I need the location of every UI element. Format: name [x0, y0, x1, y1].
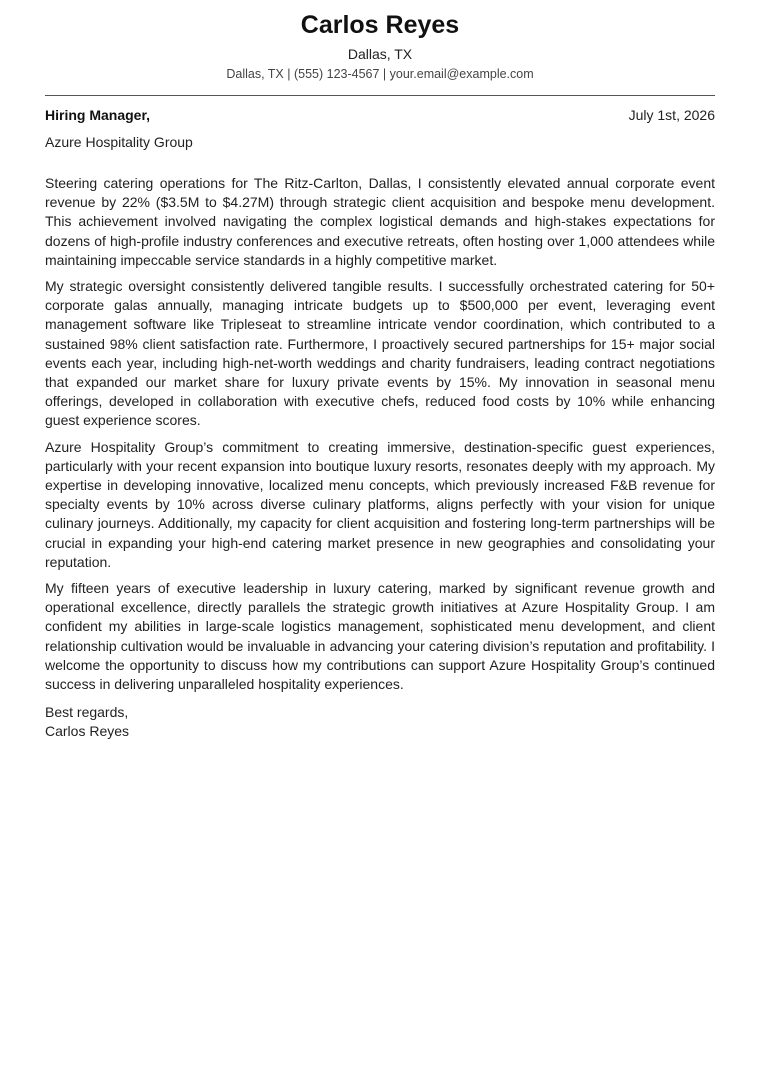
- applicant-name: Carlos Reyes: [300, 11, 460, 39]
- letter-header: [45, 10, 715, 82]
- recipient-date-row: [45, 106, 715, 124]
- letter-closing: [45, 703, 715, 741]
- header-divider: [45, 95, 715, 96]
- letter-body: [45, 174, 715, 694]
- applicant-contact-line: Dallas, TX | (555) 123-4567 | your.email@example.com: [226, 67, 534, 81]
- recipient-salutation: Hiring Manager,: [45, 107, 151, 123]
- letter-date: July 1st, 2026: [628, 107, 715, 123]
- body-paragraph-3: Azure Hospitality Group’s commitment to creating immersive, destination-specific guest experiences, particularly with your recent expansion into boutique luxury resorts, resonates deeply with my approach. My expertise in developing innovative, localized menu concepts, which previously increased F&B revenue for specialty events by 10% across diverse culinary platforms, aligns perfectly with your vision for unique culinary journeys. Additionally, my capacity for client acquisition and fostering long-term partnerships will be crucial in expanding your high-end catering market presence in new geographies and consolidating your reputation.: [45, 438, 715, 570]
- closing-phrase: Best regards,: [45, 704, 129, 721]
- applicant-location: Dallas, TX: [347, 46, 413, 62]
- body-paragraph-4: My fifteen years of executive leadership in luxury catering, marked by significant revenue growth and operational excellence, directly parallels the strategic growth initiatives at Azure Hospitality Group. I am confident my abilities in large-scale logistics management, sophisticated menu development, and client relationship cultivation would be invaluable in advancing your catering division’s reputation and profitability. I welcome the opportunity to discuss how my contributions can support Azure Hospitality Group’s continued success in delivering unparalleled hospitality experiences.: [45, 580, 715, 693]
- body-paragraph-1: Steering catering operations for The Ritz-Carlton, Dallas, I consistently elevated annual corporate event revenue by 22% ($3.5M to $4.27M) through strategic client acquisition and bespoke menu development. This achievement involved navigating the complex logistical demands and high-stakes expectations for dozens of high-profile industry conferences and executive retreats, often hosting over 1,000 attendees while maintaining impeccable service standards in a highly competitive market.: [45, 175, 715, 268]
- recipient-company: Azure Hospitality Group: [45, 134, 193, 150]
- body-paragraph-2: My strategic oversight consistently delivered tangible results. I successfully orchestrated catering for 50+ corporate galas annually, managing intricate budgets up to $500,000 per event, leveraging event management software like Tripleseat to streamline intricate vendor coordination, which contributed to a sustained 98% client satisfaction rate. Furthermore, I proactively secured partnerships for 15+ major social events each year, including high-net-worth weddings and charity fundraisers, leading contract negotiations that expanded our market share for luxury private events by 15%. My innovation in seasonal menu offerings, developed in collaboration with executive chefs, reduced food costs by 10% while enhancing guest experience scores.: [45, 278, 715, 429]
- signature-name: Carlos Reyes: [45, 723, 130, 740]
